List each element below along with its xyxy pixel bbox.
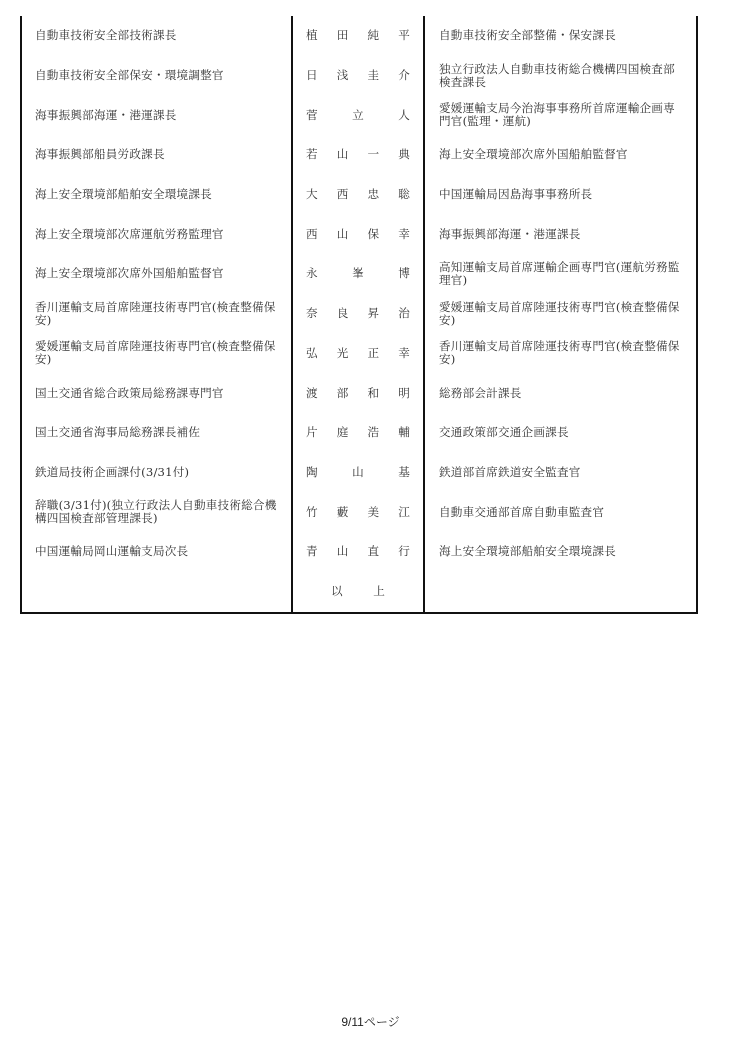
name-character: 圭 (367, 68, 380, 83)
person-name (306, 307, 410, 320)
name-cell (293, 254, 423, 294)
closing-character: 上 (373, 584, 385, 599)
person-name (306, 545, 410, 558)
name-character: 明 (398, 385, 410, 400)
new-position-cell: 鉄道部首席鉄道安全監査官 (439, 464, 581, 479)
name-character: 日 (306, 68, 318, 83)
name-character: 奈 (306, 306, 318, 321)
personnel-change-table (20, 16, 698, 614)
name-character: 幸 (398, 345, 410, 360)
old-position-cell: 国土交通省海事局総務課長補佐 (35, 425, 201, 440)
name-character: 輔 (398, 425, 410, 440)
person-name (306, 466, 410, 479)
new-position-cell: 交通政策部交通企画課長 (439, 425, 569, 440)
person-name (306, 109, 410, 122)
name-character: 部 (336, 385, 349, 400)
name-character: 幸 (398, 226, 410, 241)
name-character: 美 (367, 504, 380, 519)
name-character: 西 (336, 187, 349, 202)
name-character: 博 (398, 266, 410, 281)
name-cell (293, 413, 423, 453)
name-character: 光 (336, 345, 349, 360)
name-character: 山 (352, 464, 364, 479)
person-name (306, 188, 410, 201)
name-character: 良 (336, 306, 349, 321)
name-character: 浅 (336, 68, 349, 83)
person-name (306, 506, 410, 519)
page-number: 9/11ページ (341, 1015, 400, 1029)
name-character: 忠 (367, 187, 380, 202)
name-character: 山 (336, 544, 349, 559)
new-position-cell: 中国運輸局因島海事事務所長 (439, 187, 593, 202)
empty-cell (425, 572, 696, 612)
person-name (306, 387, 410, 400)
name-character: 渡 (306, 385, 318, 400)
old-position-cell: 海上安全環境部次席外国船舶監督官 (35, 266, 224, 281)
name-character: 藪 (336, 504, 349, 519)
empty-cell (22, 572, 291, 612)
name-character: 人 (398, 107, 410, 122)
name-cell (293, 214, 423, 254)
name-character: 田 (336, 28, 349, 43)
name-character: 江 (398, 504, 410, 519)
old-position-cell: 辞職(3/31付)(独立行政法人自動車技術総合機構四国検査部管理課長) (35, 498, 277, 526)
old-position-cell: 香川運輸支局首席陸運技術専門官(検査整備保安) (35, 299, 276, 327)
person-name (306, 426, 410, 439)
name-column (293, 16, 425, 612)
name-character: 直 (367, 544, 380, 559)
closing-remark (331, 585, 385, 598)
new-position-cell: 高知運輸支局首席運輸企画専門官(運航労務監理官) (439, 259, 680, 287)
name-character: 若 (306, 147, 318, 162)
old-position-cell: 鉄道局技術企画課付(3/31付) (35, 464, 190, 479)
closing-cell (293, 572, 423, 612)
closing-character: 以 (331, 584, 343, 599)
name-character: 正 (367, 345, 380, 360)
name-character: 山 (336, 147, 349, 162)
name-character: 保 (367, 226, 380, 241)
new-position-cell: 海上安全環境部船舶安全環境課長 (439, 544, 616, 559)
new-position-cell: 総務部会計課長 (439, 385, 522, 400)
name-cell (293, 453, 423, 493)
old-position-cell: 中国運輸局岡山運輸支局次長 (35, 544, 189, 559)
old-position-cell: 自動車技術安全部保安・環境調整官 (35, 68, 224, 83)
person-name (306, 69, 410, 82)
name-character: 純 (367, 28, 380, 43)
name-character: 典 (398, 147, 410, 162)
new-position-cell: 愛媛運輸支局首席陸運技術専門官(検査整備保安) (439, 299, 680, 327)
new-position-cell: 自動車技術安全部整備・保安課長 (439, 28, 616, 43)
old-position-cell: 海上安全環境部次席運航労務監理官 (35, 226, 224, 241)
name-cell (293, 492, 423, 532)
new-position-cell: 海上安全環境部次席外国船舶監督官 (439, 147, 628, 162)
old-position-cell: 自動車技術安全部技術課長 (35, 28, 177, 43)
name-character: 治 (398, 306, 410, 321)
name-character: 一 (367, 147, 380, 162)
name-character: 峯 (352, 266, 364, 281)
name-character: 陶 (306, 464, 318, 479)
name-cell (293, 334, 423, 374)
name-character: 庭 (336, 425, 349, 440)
name-character: 浩 (367, 425, 380, 440)
person-name (306, 29, 410, 42)
name-character: 立 (352, 107, 364, 122)
name-character: 西 (306, 226, 318, 241)
name-character: 和 (367, 385, 380, 400)
name-character: 竹 (306, 504, 318, 519)
name-character: 菅 (306, 107, 318, 122)
name-character: 片 (306, 425, 318, 440)
new-position-cell: 香川運輸支局首席陸運技術専門官(検査整備保安) (439, 339, 680, 367)
name-character: 植 (306, 28, 318, 43)
person-name (306, 228, 410, 241)
name-character: 弘 (306, 345, 318, 360)
name-cell (293, 373, 423, 413)
new-position-cell: 愛媛運輸支局今治海事事務所首席運輸企画専門官(監理・運航) (439, 101, 675, 129)
name-cell (293, 175, 423, 215)
name-character: 山 (336, 226, 349, 241)
old-position-cell: 国土交通省総合政策局総務課専門官 (35, 385, 224, 400)
new-position-cell: 自動車交通部首席自動車監査官 (439, 504, 605, 519)
name-character: 平 (398, 28, 410, 43)
old-position-cell: 海事振興部船員労政課長 (35, 147, 165, 162)
old-position-column (22, 16, 293, 612)
name-character: 基 (398, 464, 410, 479)
person-name (306, 347, 410, 360)
name-character: 聡 (398, 187, 410, 202)
new-position-cell: 独立行政法人自動車技術総合機構四国検査部検査課長 (439, 61, 675, 89)
new-position-column (425, 16, 696, 612)
old-position-cell: 海事振興部海運・港運課長 (35, 107, 177, 122)
name-character: 永 (306, 266, 318, 281)
name-cell (293, 135, 423, 175)
name-character: 介 (398, 68, 410, 83)
name-cell (293, 532, 423, 572)
name-character: 青 (306, 544, 318, 559)
name-cell (293, 56, 423, 96)
person-name (306, 267, 410, 280)
new-position-cell: 海事振興部海運・港運課長 (439, 226, 581, 241)
name-character: 行 (398, 544, 410, 559)
name-character: 大 (306, 187, 318, 202)
name-cell (293, 16, 423, 56)
person-name (306, 148, 410, 161)
old-position-cell: 愛媛運輸支局首席陸運技術専門官(検査整備保安) (35, 339, 276, 367)
old-position-cell: 海上安全環境部船舶安全環境課長 (35, 187, 212, 202)
name-character: 昇 (367, 306, 380, 321)
name-cell (293, 294, 423, 334)
name-cell (293, 95, 423, 135)
